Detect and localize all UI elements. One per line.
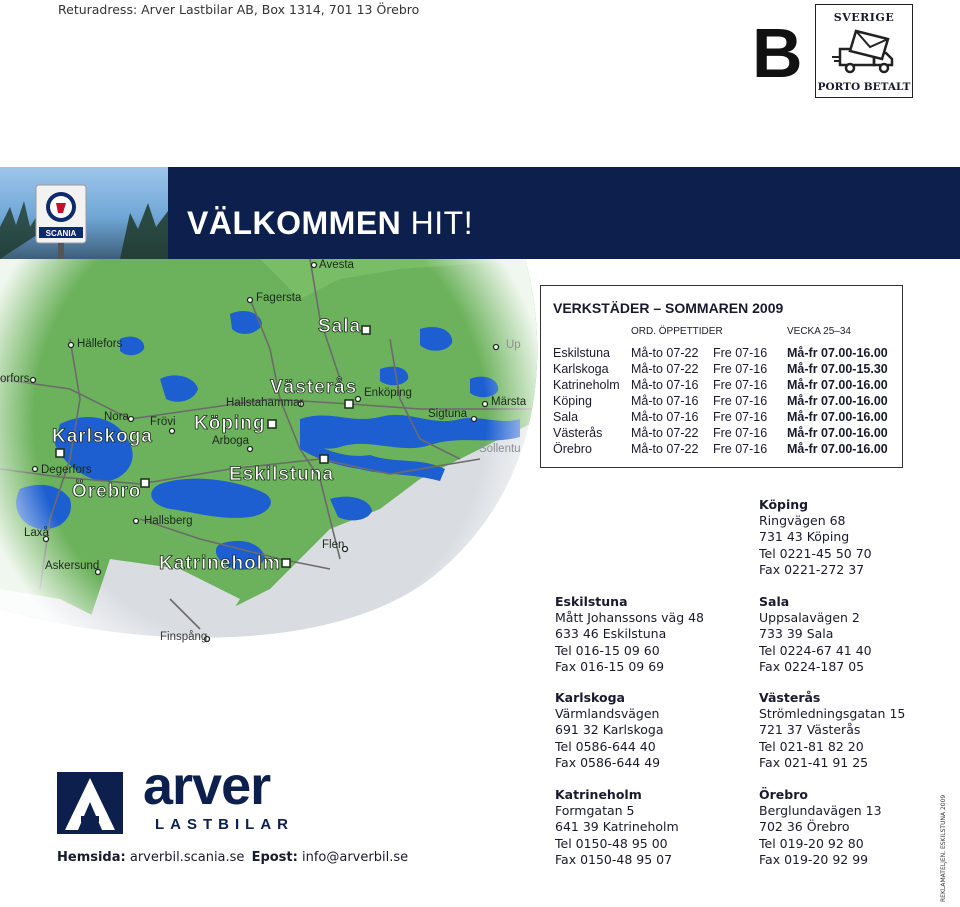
region-map — [0, 259, 540, 679]
map-label-hallstahammar: Hallstahammar — [226, 397, 304, 409]
address-katrineholm — [555, 787, 679, 868]
map-label-eskilstuna: Eskilstuna — [229, 464, 335, 485]
address-street: Mått Johanssons väg 48 — [555, 610, 705, 626]
map-label-nora: Nora — [104, 411, 129, 423]
address-karlskoga — [555, 690, 664, 771]
opening-hours-table: VERKSTÄDER – SOMMAREN 2009 ORD. ÖPPETTIDER VECKA 25–34 Eskilstuna Må-to 07-22 Fre 07-16 Må-fr 07.00-16.00 Karlskoga Må-to 07-22 Fre 07-16 Må-fr 07.00-15.30 Katrineholm Må-to 07-16 Fre 07-16 Må-fr 07.00-16.00 Köping Må-to 07-16 Fre 07-16 Må-fr 07.00-16.00 Sala Må-to 07-16 Fre 07-16 Må-fr 07.00-16.00 Västerås Må-to 07-22 Fre 07-16 Må-fr 07.00-16.00 Örebro Må-to 07-22 Fre 07-16 Må-fr 07.00-16.00 — [540, 285, 903, 468]
map-label-avesta: Avesta — [319, 259, 354, 271]
address-fax: Fax 019-20 92 99 — [759, 851, 869, 867]
map-label-askersund: Askersund — [45, 560, 100, 572]
banner-title-rest: HIT! — [401, 205, 474, 241]
address-koping — [759, 497, 872, 578]
address-street: Uppsalavägen 2 — [759, 610, 860, 626]
banner-title-bold: VÄLKOMMEN — [187, 205, 402, 241]
address-fax: Fax 016-15 09 69 — [555, 658, 665, 674]
hours-title: VERKSTÄDER – SOMMAREN 2009 — [553, 300, 784, 316]
map-label-orebro: Örebro — [72, 481, 142, 502]
map-label-koping: Köping — [194, 413, 266, 434]
map-label-finspang: Finspång — [160, 631, 208, 643]
address-orebro — [759, 787, 882, 868]
map-label-enkoping: Enköping — [364, 387, 412, 399]
address-street: Formgatan 5 — [555, 803, 635, 819]
address-street: Ringvägen 68 — [759, 513, 846, 529]
web-label: Hemsida: — [57, 850, 126, 865]
col-header-week: VECKA 25–34 — [787, 326, 851, 337]
map-label-hallefors: Hällefors — [77, 338, 123, 350]
map-label-arboga: Arboga — [212, 435, 250, 447]
address-sala — [759, 594, 872, 675]
address-name: Örebro — [759, 787, 808, 802]
b-economy-mark: B — [752, 14, 803, 92]
map-label-degerfors: Degerfors — [41, 464, 92, 476]
address-fax: Fax 0586-644 49 — [555, 754, 661, 770]
mail-link[interactable]: info@arverbil.se — [301, 850, 409, 865]
logo-sub: LASTBILAR — [155, 816, 294, 833]
address-zip: 731 43 Köping — [759, 529, 850, 545]
map-label-orfors: orfors — [0, 373, 30, 385]
address-zip: 733 39 Sala — [759, 626, 834, 642]
address-zip: 691 32 Karlskoga — [555, 722, 664, 738]
address-tel: Tel 0224-67 41 40 — [759, 642, 872, 658]
address-name: Karlskoga — [555, 690, 625, 705]
logo-word: arver — [143, 756, 271, 816]
mail-truck-icon — [830, 27, 900, 77]
postage-country: SVERIGE — [833, 11, 895, 24]
scania-sign-photo — [0, 167, 168, 259]
karlskoga-marker — [56, 449, 64, 457]
arver-a-icon — [57, 772, 123, 834]
address-name: Sala — [759, 594, 790, 609]
banner-title — [187, 205, 473, 241]
map-label-laxa: Laxå — [24, 527, 49, 539]
address-tel: Tel 021-81 82 20 — [759, 738, 864, 754]
address-name: Katrineholm — [555, 787, 642, 802]
map-label-fagersta: Fagersta — [256, 292, 302, 304]
orebro-marker — [141, 479, 149, 487]
address-fax: Fax 021-41 91 25 — [759, 754, 869, 770]
koping-marker — [268, 420, 276, 428]
address-zip: 633 46 Eskilstuna — [555, 626, 667, 642]
address-zip: 721 37 Västerås — [759, 722, 861, 738]
sala-marker — [362, 326, 370, 334]
address-zip: 641 39 Katrineholm — [555, 819, 679, 835]
address-eskilstuna — [555, 594, 704, 675]
map-label-vasteras: Västerås — [270, 377, 358, 398]
postage-label: PORTO BETALT — [817, 81, 911, 93]
contact-footer — [57, 850, 408, 865]
address-tel: Tel 0221-45 50 70 — [759, 545, 872, 561]
map-label-marsta: Märsta — [491, 396, 527, 408]
address-fax: Fax 0150-48 95 07 — [555, 851, 673, 867]
address-tel: Tel 019-20 92 80 — [759, 835, 864, 851]
address-tel: Tel 016-15 09 60 — [555, 642, 660, 658]
eskilstuna-marker — [320, 455, 328, 463]
address-street: Värmlandsvägen — [555, 706, 660, 722]
postage-paid-stamp — [815, 4, 913, 98]
arver-logo — [57, 756, 307, 836]
map-label-katrineholm: Katrineholm — [159, 553, 281, 574]
address-name: Västerås — [759, 690, 821, 705]
map-label-karlskoga: Karlskoga — [52, 426, 153, 447]
map-label-sollentu: Sollentu — [479, 443, 521, 455]
address-street: Strömledningsgatan 15 — [759, 706, 906, 722]
katrineholm-marker — [282, 559, 290, 567]
map-label-frovi: Frövi — [150, 416, 176, 428]
map-label-sala: Sala — [318, 316, 362, 337]
scania-sign-text: SCANIA — [45, 229, 77, 238]
address-name: Köping — [759, 497, 809, 512]
col-header-ordinary: ORD. ÖPPETTIDER — [631, 326, 723, 337]
agency-credit: REKLAMATELJEN, ESKILSTUNA 2009 — [940, 794, 947, 902]
address-fax: Fax 0224-187 05 — [759, 658, 865, 674]
address-name: Eskilstuna — [555, 594, 628, 609]
address-vasteras — [759, 690, 905, 771]
web-link[interactable]: arverbil.scania.se — [129, 850, 245, 865]
vasteras-marker — [345, 400, 353, 408]
address-zip: 702 36 Örebro — [759, 819, 850, 835]
map-label-sigtuna: Sigtuna — [428, 408, 468, 420]
map-label-hallsberg: Hallsberg — [144, 515, 193, 527]
map-label-flen: Flen — [322, 539, 345, 551]
address-street: Berglundavägen 13 — [759, 803, 882, 819]
address-fax: Fax 0221-272 37 — [759, 561, 865, 577]
mail-label: Epost: — [251, 850, 298, 865]
address-tel: Tel 0150-48 95 00 — [555, 835, 668, 851]
map-label-up: Up — [506, 339, 521, 351]
return-address: Returadress: Arver Lastbilar AB, Box 1314, 701 13 Örebro — [58, 2, 420, 17]
address-tel: Tel 0586-644 40 — [555, 738, 656, 754]
